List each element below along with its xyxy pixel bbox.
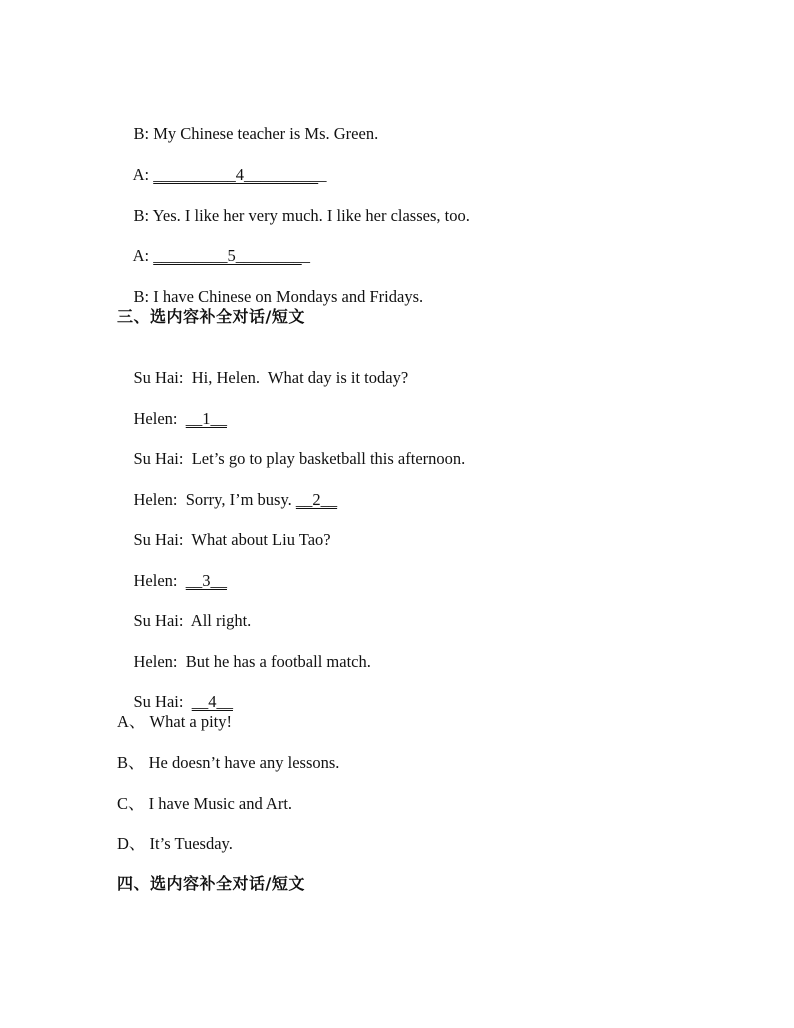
dialog-text: Su Hai: Hi, Helen. What day is it today? (133, 368, 409, 387)
dialog-text: Su Hai: All right. (133, 611, 252, 630)
speaker-label: A: (132, 165, 154, 184)
speaker-label: A: (132, 246, 154, 265)
blank-tail: _ (301, 246, 310, 265)
option-b: B、 He doesn’t have any lessons. (117, 753, 340, 772)
dialog-text: Su Hai: What about Liu Tao? (133, 530, 331, 549)
blank-tail: _ (318, 165, 327, 184)
section-3-heading: 三、选内容补全对话/短文 (117, 307, 305, 326)
answer-blank-4: __________4_________ (153, 165, 319, 184)
speaker-label: Su Hai: (133, 692, 192, 711)
speaker-label: Helen: (133, 571, 186, 590)
dialog-text: B: I have Chinese on Mondays and Fridays. (133, 287, 424, 306)
speaker-label: Helen: (133, 409, 186, 428)
answer-blank-1: __1__ (185, 409, 227, 428)
option-d: D、 It’s Tuesday. (117, 834, 233, 853)
answer-blank-3: __3__ (185, 571, 227, 590)
answer-blank-5: _________5________ (153, 246, 302, 265)
option-a: A、 What a pity! (117, 712, 233, 731)
dialog-text: Su Hai: Let’s go to play basketball this afternoon. (133, 449, 466, 468)
dialog-text: Helen: Sorry, I’m busy. (133, 490, 296, 509)
dialog-text: Helen: But he has a football match. (133, 652, 371, 671)
dialog-text: B: My Chinese teacher is Ms. Green. (133, 124, 379, 143)
option-c: C、 I have Music and Art. (117, 794, 293, 813)
answer-blank-4b: __4__ (191, 692, 233, 711)
section-4-heading: 四、选内容补全对话/短文 (117, 874, 305, 893)
dialog-text: B: Yes. I like her very much. I like her classes, too. (133, 206, 470, 225)
answer-blank-2: __2__ (295, 490, 338, 509)
